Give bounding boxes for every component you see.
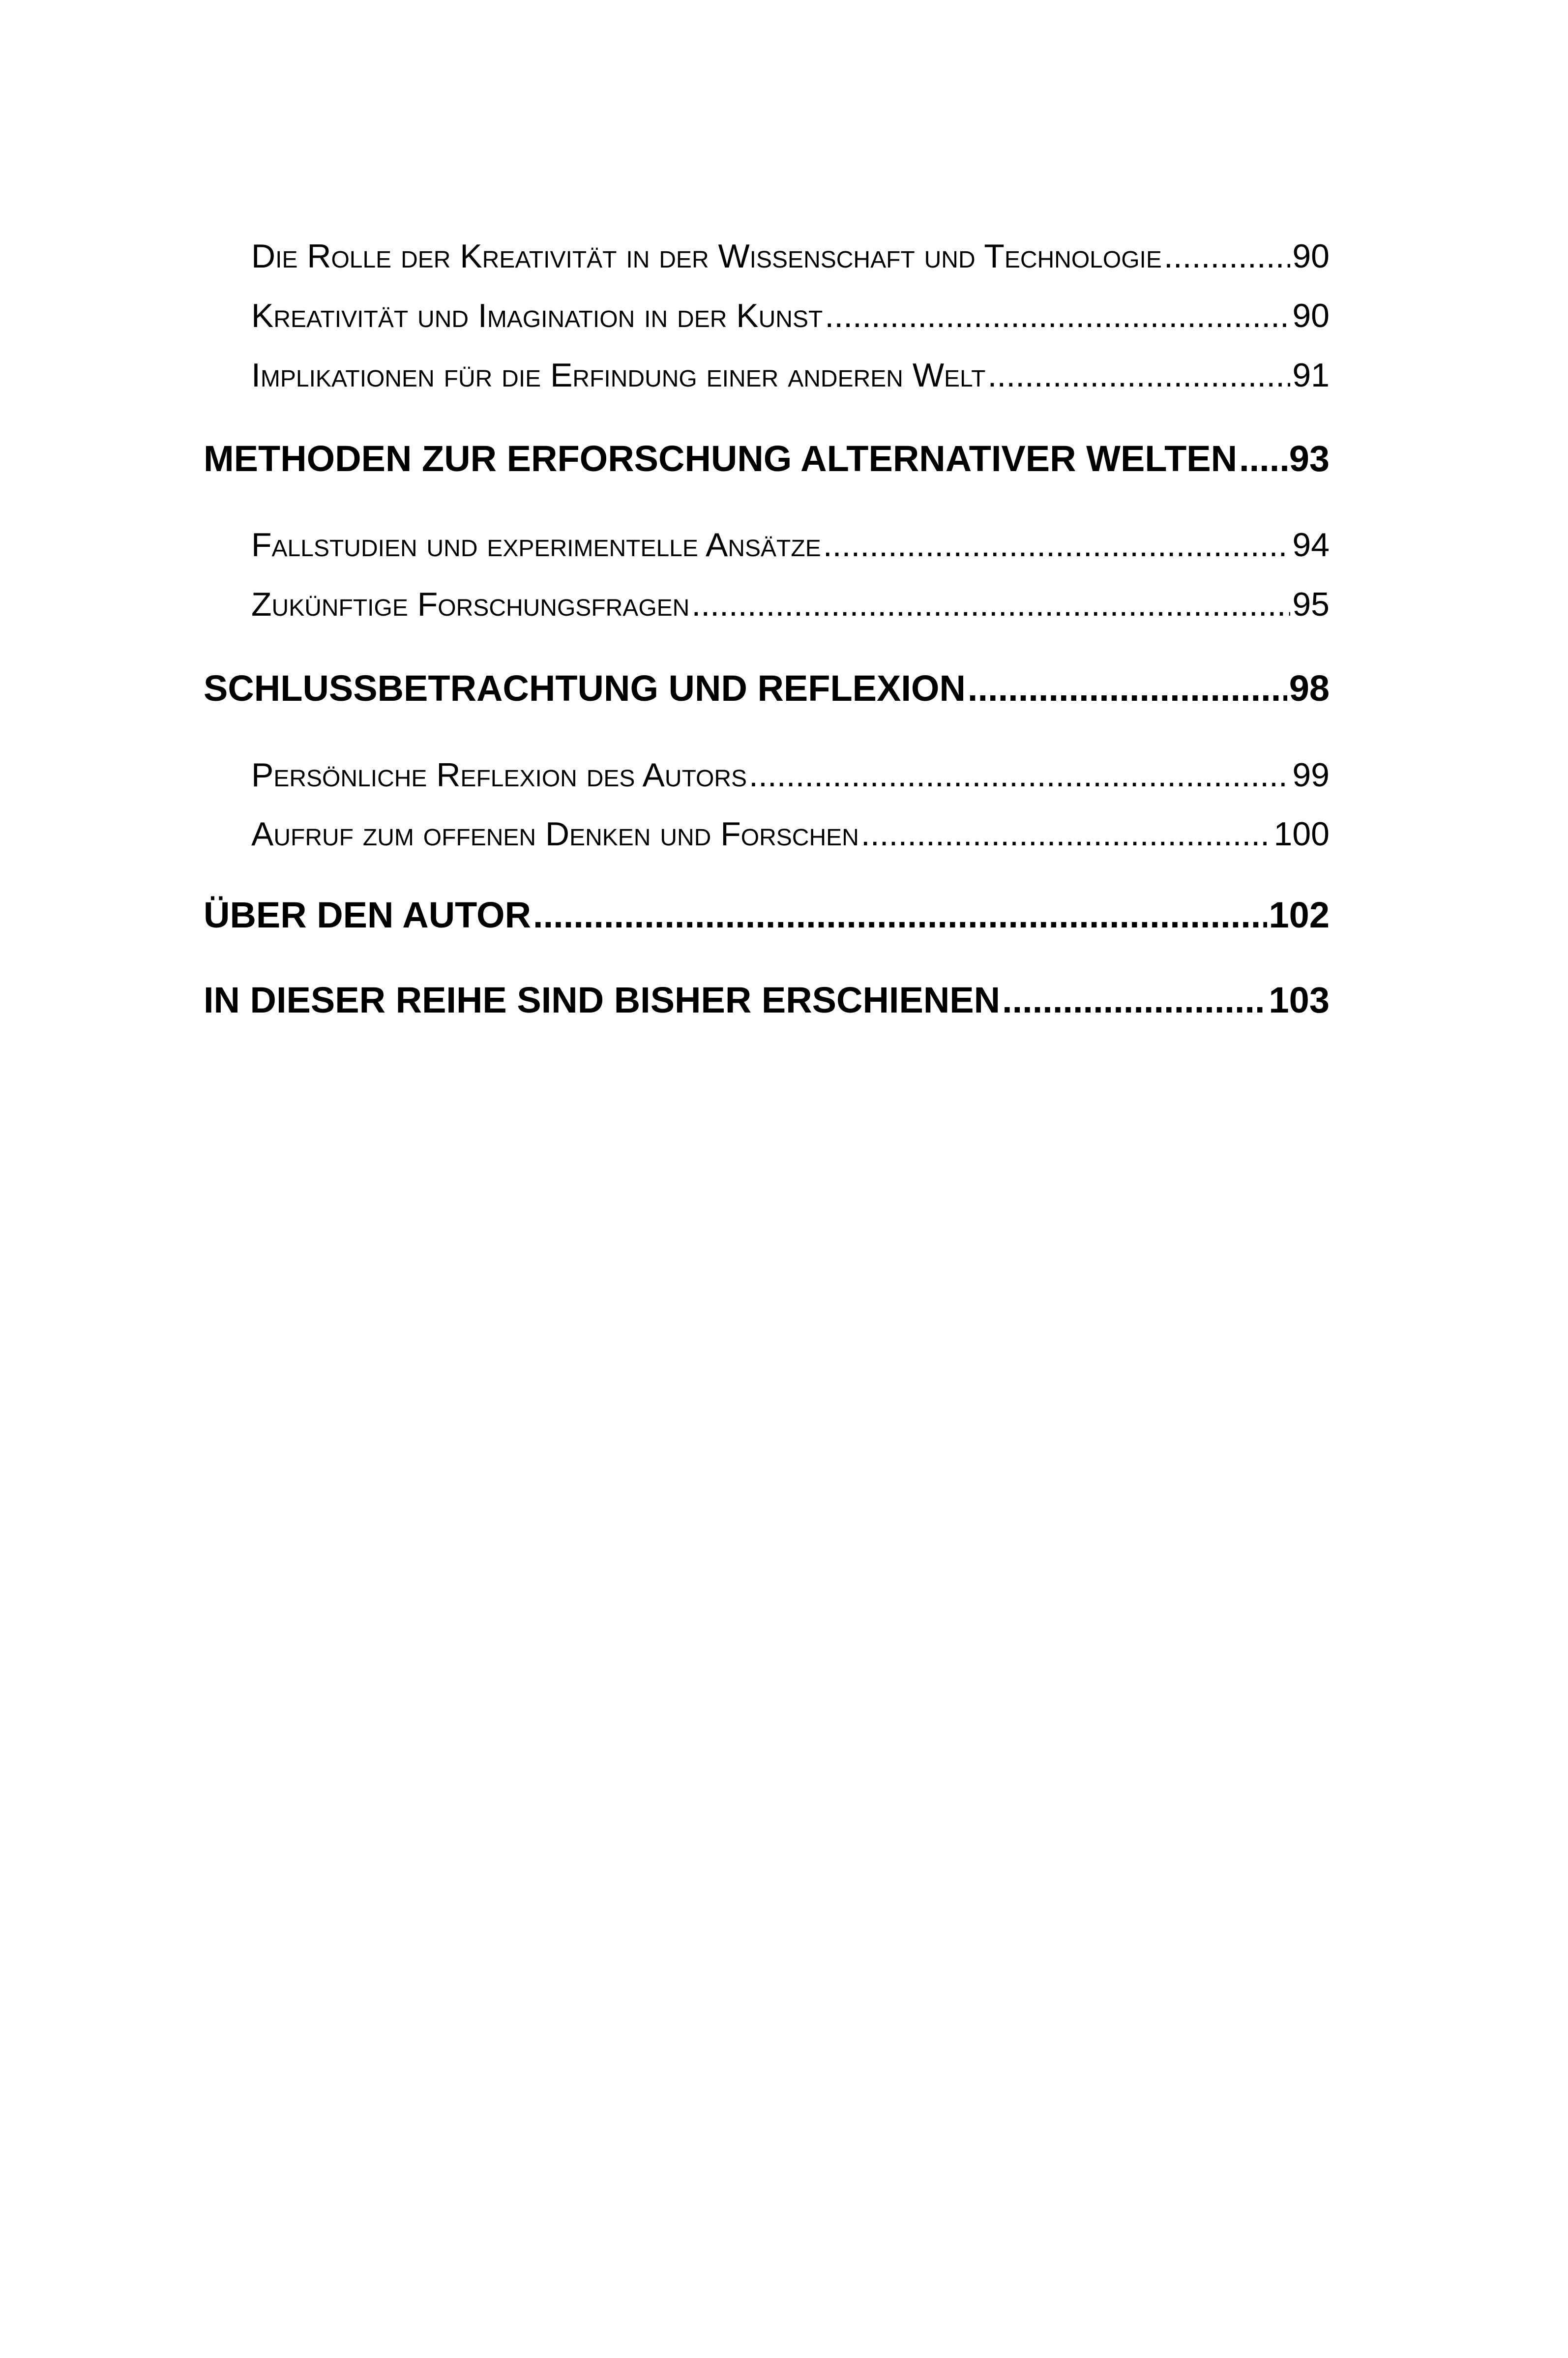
toc-entry-page: 95	[1292, 586, 1330, 623]
dot-leader	[691, 585, 1290, 624]
toc-entry-page: 99	[1292, 756, 1330, 794]
dot-leader	[533, 894, 1267, 936]
toc-entry-title: Aufruf zum offenen Denken und Forschen	[251, 815, 859, 853]
toc-entry[interactable]	[251, 297, 1330, 335]
toc-entry-title: IN DIESER REIHE SIND BISHER ERSCHIENEN	[204, 980, 1001, 1020]
toc-entry-title: Kreativität und Imagination in der Kunst	[251, 297, 823, 334]
toc-entry-title: ÜBER DEN AUTOR	[204, 895, 532, 935]
toc-entry-title: SCHLUSSBETRACHTUNG UND REFLEXION	[204, 668, 966, 709]
toc-entry-page: 98	[1289, 668, 1330, 709]
toc-entry-title: Fallstudien und experimentelle Ansätze	[251, 526, 821, 564]
dot-leader	[823, 526, 1291, 564]
dot-leader	[861, 815, 1272, 853]
toc-chapter-entry[interactable]	[204, 438, 1330, 479]
toc-entry-page: 100	[1273, 815, 1330, 853]
dot-leader	[1164, 237, 1290, 275]
toc-chapter-entry[interactable]	[204, 979, 1330, 1021]
toc-entry-page: 102	[1269, 895, 1330, 935]
toc-entry-page: 90	[1292, 238, 1330, 275]
toc-chapter-entry[interactable]	[204, 894, 1330, 936]
toc-entry-page: 90	[1292, 297, 1330, 334]
toc-entry[interactable]	[251, 237, 1330, 275]
toc-entry-title: Zukünftige Forschungsfragen	[251, 586, 690, 623]
toc-entry-title: Implikationen für die Erfindung einer anderen Welt	[251, 357, 986, 394]
toc-entry-page: 91	[1292, 357, 1330, 394]
dot-leader	[1002, 979, 1267, 1021]
toc-chapter-entry[interactable]	[204, 667, 1330, 709]
toc-entry-title: METHODEN ZUR ERFORSCHUNG ALTERNATIVER WELTEN	[204, 438, 1238, 479]
dot-leader	[987, 356, 1290, 394]
toc-entry[interactable]	[251, 815, 1330, 853]
toc-entry-page: 103	[1269, 980, 1330, 1020]
toc-entry[interactable]	[251, 756, 1330, 794]
dot-leader	[749, 756, 1290, 794]
toc-entry[interactable]	[251, 585, 1330, 624]
dot-leader	[825, 297, 1290, 335]
toc-entry[interactable]	[251, 356, 1330, 394]
toc-entry-page: 93	[1289, 438, 1330, 479]
toc-entry-title: Persönliche Reflexion des Autors	[251, 756, 747, 794]
dot-leader	[968, 667, 1287, 709]
toc-entry[interactable]	[251, 526, 1330, 564]
toc-entry-title: Die Rolle der Kreativität in der Wissenschaft und Technologie	[251, 238, 1162, 275]
dot-leader	[1239, 438, 1287, 479]
toc-entry-page: 94	[1292, 526, 1330, 564]
